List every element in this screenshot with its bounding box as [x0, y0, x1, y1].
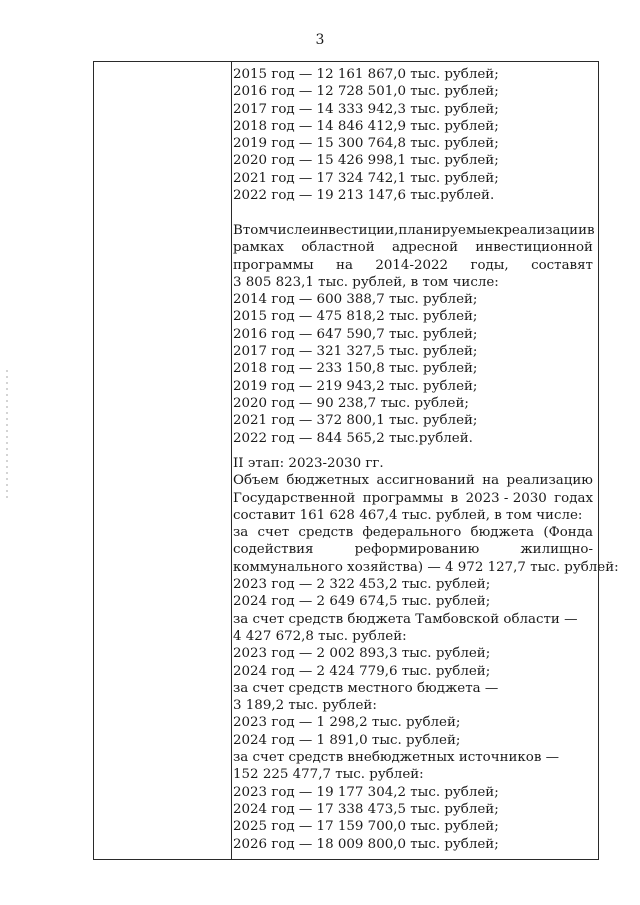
word: в	[587, 223, 595, 238]
text-line: 2025 год — 17 159 700,0 тыс. рублей;	[233, 819, 499, 835]
text-line: 2026 год — 18 009 800,0 тыс. рублей;	[233, 836, 499, 852]
text-line: 2023 год — 2 002 893,3 тыс. рублей;	[233, 646, 491, 662]
text-line: 2024 год — 2 649 674,5 тыс. рублей;	[233, 594, 491, 610]
text-line: 2017 год — 14 333 942,3 тыс. рублей;	[233, 101, 499, 117]
word: бюджета	[470, 525, 535, 541]
text-line: за счет средств местного бюджета —	[233, 680, 499, 696]
margin-scan-mark	[6, 370, 8, 500]
text-line: 2024 год — 17 338 473,5 тыс. рублей;	[233, 801, 499, 817]
justified-line	[233, 257, 593, 274]
text-line: 2023 год — 1 298,2 тыс. рублей;	[233, 715, 461, 731]
word: бюджетных	[286, 473, 370, 489]
table-left-border	[93, 61, 94, 860]
word: областной	[301, 240, 375, 256]
word: программы	[233, 257, 314, 273]
text-line: 2019 год — 219 943,2 тыс. рублей;	[233, 378, 478, 394]
word: федерального	[362, 525, 462, 541]
text-line: 4 427 672,8 тыс. рублей:	[233, 628, 407, 644]
text-line: 2015 год — 475 818,2 тыс. рублей;	[233, 309, 478, 325]
text-line: 2024 год — 1 891,0 тыс. рублей;	[233, 732, 461, 748]
justified-line	[233, 222, 593, 239]
word: на	[336, 257, 353, 273]
table-column-divider	[231, 61, 232, 860]
justified-line	[233, 524, 593, 541]
word: инвестиционной	[475, 240, 593, 256]
word: планируемые	[398, 223, 495, 238]
text-line: 2021 год — 372 800,1 тыс. рублей;	[233, 413, 478, 429]
text-line: 2020 год — 90 238,7 тыс. рублей;	[233, 395, 469, 411]
text-line: 2014 год — 600 388,7 тыс. рублей;	[233, 292, 478, 308]
text-line: 2024 год — 2 424 779,6 тыс. рублей;	[233, 663, 491, 679]
word: на	[482, 473, 500, 489]
word: реформированию	[354, 542, 480, 558]
text-line: 2022 год — 844 565,2 тыс.рублей.	[233, 430, 473, 446]
text-line: 152 225 477,7 тыс. рублей:	[233, 767, 424, 783]
text-line: 2022 год — 19 213 147,6 тыс.рублей.	[233, 188, 495, 204]
text-line: 2019 год — 15 300 764,8 тыс. рублей;	[233, 136, 499, 152]
text-line: коммунального хозяйства) — 4 972 127,7 тыс. рублей:	[233, 559, 619, 575]
investment-program-block	[233, 222, 593, 447]
word: 2014-2022	[375, 257, 449, 273]
text-line: 2018 год — 14 846 412,9 тыс. рублей;	[233, 118, 499, 134]
word: числе	[268, 223, 311, 238]
word: годах	[554, 490, 593, 506]
word: Объем	[233, 473, 279, 489]
table-bottom-border	[93, 859, 599, 860]
word: жилищно-	[520, 542, 593, 558]
text-line: за счет средств внебюджетных источников —	[233, 750, 560, 766]
text-line: 2016 год — 12 728 501,0 тыс. рублей;	[233, 84, 499, 100]
word: к	[494, 223, 504, 238]
text-line: 2015 год — 12 161 867,0 тыс. рублей;	[233, 67, 499, 82]
text-line: 2018 год — 233 150,8 тыс. рублей;	[233, 361, 478, 377]
word: рамках	[233, 240, 284, 256]
word: счет	[257, 525, 290, 541]
word: В	[233, 223, 243, 238]
word: программы	[362, 490, 444, 506]
word: составят	[531, 257, 593, 273]
word: за	[233, 525, 249, 541]
word: инвестиции,	[310, 223, 399, 238]
justified-line	[233, 541, 593, 558]
word: том	[242, 223, 269, 238]
text-line: 2020 год — 15 426 998,1 тыс. рублей;	[233, 153, 499, 169]
funding-by-year-block	[233, 66, 593, 204]
word: содействия	[233, 542, 314, 558]
text-line: составит 161 628 467,4 тыс. рублей, в том числе:	[233, 507, 583, 523]
text-line: 2016 год — 647 590,7 тыс. рублей;	[233, 326, 478, 342]
word: реализацию	[506, 473, 593, 489]
word: средств	[298, 525, 354, 541]
word: в	[450, 490, 459, 506]
table-top-border	[93, 61, 599, 62]
table-right-border	[598, 61, 599, 860]
text-line: 3 805 823,1 тыс. рублей, в том числе:	[233, 274, 499, 290]
word: 2023 - 2030	[465, 490, 547, 506]
text-line: 2017 год — 321 327,5 тыс. рублей;	[233, 344, 478, 360]
justified-line	[233, 239, 593, 256]
text-line: за счет средств бюджета Тамбовской области —	[233, 611, 578, 627]
word: (Фонда	[543, 525, 593, 541]
text-line: 2023 год — 19 177 304,2 тыс. рублей;	[233, 784, 499, 800]
justified-line	[233, 490, 593, 507]
word: реализации	[503, 223, 588, 238]
text-line: 2021 год — 17 324 742,1 тыс. рублей;	[233, 170, 499, 186]
text-line: 3 189,2 тыс. рублей:	[233, 698, 377, 714]
word: адресной	[391, 240, 459, 256]
page-number: 3	[315, 32, 325, 48]
word: годы,	[470, 257, 509, 273]
stage-two-block	[233, 455, 619, 853]
word: Государственной	[233, 490, 356, 506]
word: ассигнований	[376, 473, 475, 489]
text-line: 2023 год — 2 322 453,2 тыс. рублей;	[233, 577, 491, 593]
text-line: II этап: 2023-2030 гг.	[233, 456, 384, 471]
justified-line	[233, 472, 593, 489]
